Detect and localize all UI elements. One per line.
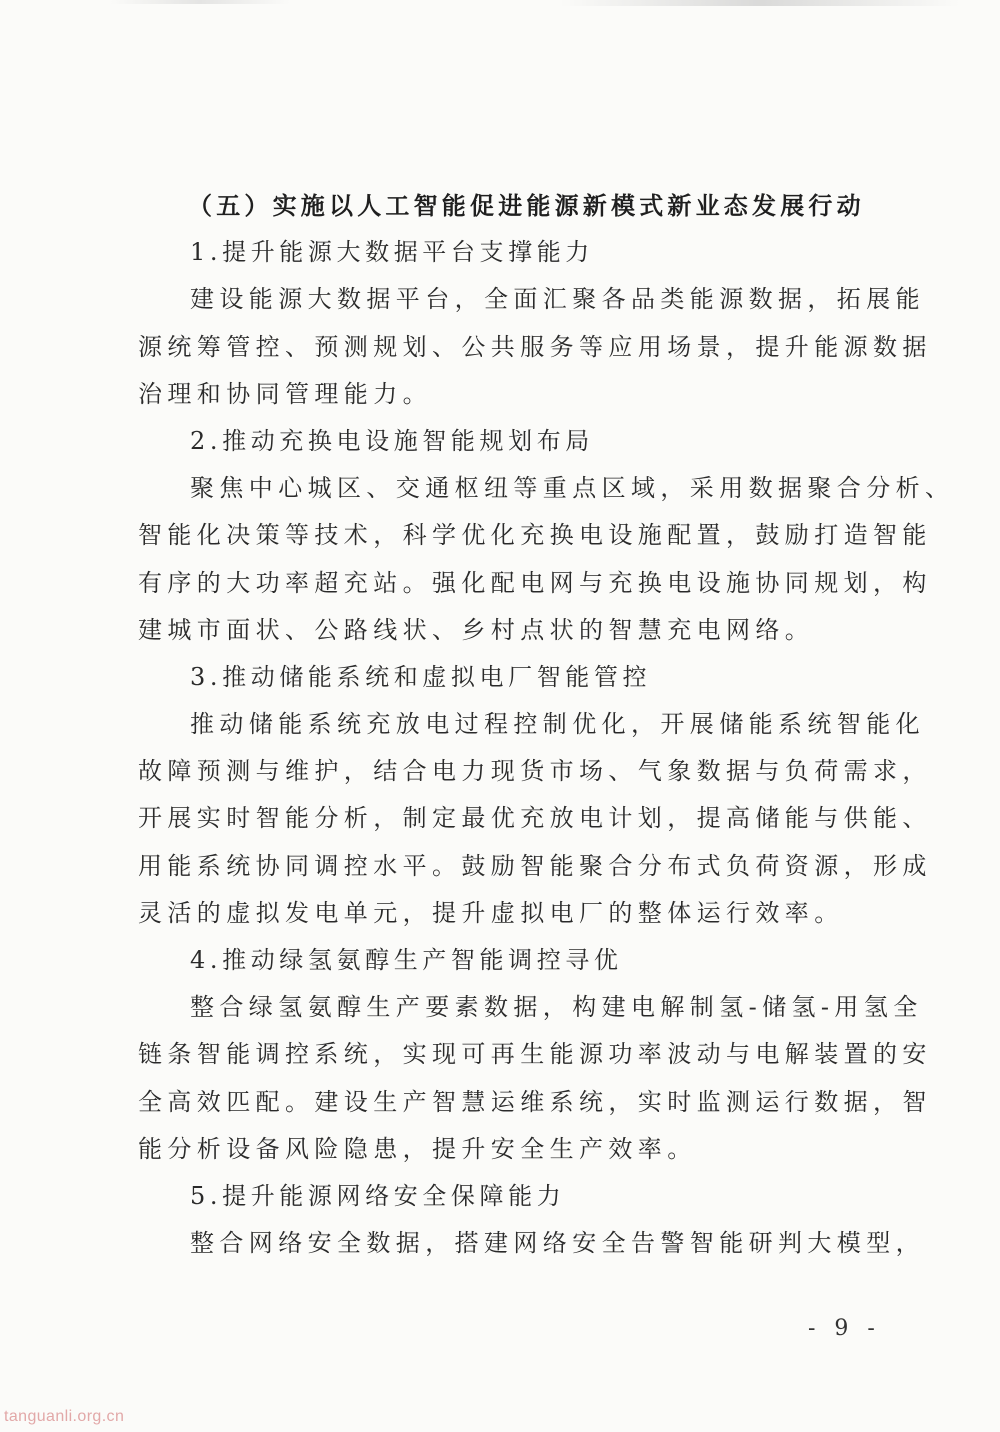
document-body bbox=[138, 182, 955, 1267]
item-2-paragraph-line: 建城市面状、公路线状、乡村点状的智慧充电网络。 bbox=[138, 615, 815, 644]
item-1-paragraph-line: 建设能源大数据平台，全面汇聚各品类能源数据，拓展能 bbox=[190, 285, 925, 314]
item-2-paragraph-line: 有序的大功率超充站。强化配电网与充换电设施协同规划，构 bbox=[138, 568, 932, 597]
item-3-paragraph-line: 灵活的虚拟发电单元，提升虚拟电厂的整体运行效率。 bbox=[138, 898, 844, 927]
item-4-title: 4.推动绿氢氨醇生产智能调控寻优 bbox=[190, 946, 623, 974]
item-5-title: 5.提升能源网络安全保障能力 bbox=[190, 1181, 566, 1210]
item-2-paragraph-line: 智能化决策等技术，科学优化充换电设施配置，鼓励打造智能 bbox=[138, 521, 932, 550]
section-heading: （五）实施以人工智能促进能源新模式新业态发展行动 bbox=[188, 191, 865, 220]
watermark-text: tanguanli.org.cn bbox=[4, 1408, 125, 1425]
item-4-paragraph-line: 链条智能调控系统，实现可再生能源功率波动与电解装置的安 bbox=[138, 1040, 932, 1069]
page-number: - 9 - bbox=[808, 1316, 881, 1341]
item-5-paragraph-line: 整合网络安全数据，搭建网络安全告警智能研判大模型， bbox=[190, 1229, 925, 1258]
item-2-title: 2.推动充换电设施智能规划布局 bbox=[190, 426, 594, 455]
scan-artifact bbox=[110, 0, 290, 4]
item-1-paragraph-line: 治理和协同管理能力。 bbox=[138, 379, 432, 408]
item-1-paragraph-line: 源统筹管控、预测规划、公共服务等应用场景，提升能源数据 bbox=[138, 332, 932, 361]
item-3-paragraph-line: 故障预测与维护，结合电力现货市场、气象数据与负荷需求， bbox=[138, 757, 932, 786]
item-3-paragraph-line: 开展实时智能分析，制定最优充放电计划，提高储能与供能、 bbox=[138, 804, 932, 833]
item-1-title: 1.提升能源大数据平台支撑能力 bbox=[190, 238, 594, 267]
item-4-paragraph-line: 能分析设备风险隐患，提升安全生产效率。 bbox=[138, 1134, 697, 1163]
item-4-paragraph-line: 整合绿氢氨醇生产要素数据，构建电解制氢-储氢-用氢全 bbox=[190, 993, 923, 1022]
scan-artifact bbox=[560, 0, 960, 6]
item-3-title: 3.推动储能系统和虚拟电厂智能管控 bbox=[190, 662, 652, 691]
item-3-paragraph-line: 用能系统协同调控水平。鼓励智能聚合分布式负荷资源，形成 bbox=[138, 851, 932, 880]
item-2-paragraph-line: 聚焦中心城区、交通枢纽等重点区域，采用数据聚合分析、 bbox=[190, 474, 955, 503]
item-4-paragraph-line: 全高效匹配。建设生产智慧运维系统，实时监测运行数据，智 bbox=[138, 1087, 932, 1116]
item-3-paragraph-line: 推动储能系统充放电过程控制优化，开展储能系统智能化 bbox=[190, 710, 925, 739]
